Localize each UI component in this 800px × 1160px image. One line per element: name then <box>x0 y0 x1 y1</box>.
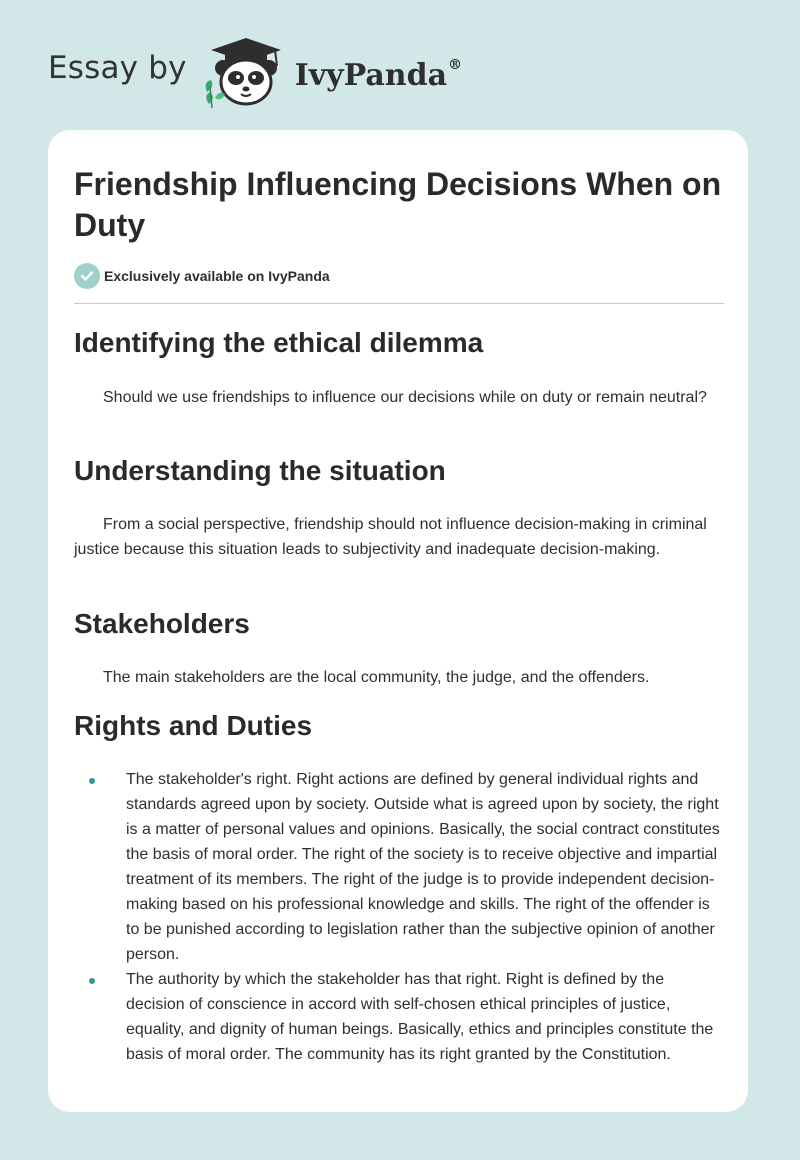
section-paragraph: From a social perspective, friendship should not influence decision-making in criminal justice because this situation leads to subjectivity and inadequate decision-making. <box>74 516 707 558</box>
site-header <box>48 36 462 110</box>
essay-card <box>48 130 748 1112</box>
section-heading: Stakeholders <box>74 608 250 639</box>
bullet-icon <box>89 978 95 984</box>
section-heading: Rights and Duties <box>74 710 313 741</box>
bullet-icon <box>89 778 95 784</box>
page-title: Friendship Influencing Decisions When on Duty <box>74 166 722 243</box>
essay-by-label: Essay by <box>48 50 187 86</box>
rights-list <box>74 767 724 1067</box>
brand-name[interactable]: IvyPanda® <box>294 57 463 93</box>
section-heading: Identifying the ethical dilemma <box>74 327 484 358</box>
list-item: The authority by which the stakeholder has that right. Right is defined by the decision of conscience in accord with self-chosen ethical principles of justice, equality, and dignity of human beings. Basically, ethics and principles constitute the basis of moral order. The community has its right granted by the Constitution. <box>74 967 724 1067</box>
section-paragraph: The main stakeholders are the local community, the judge, and the offenders. <box>103 669 650 686</box>
panda-logo-icon[interactable] <box>201 36 291 110</box>
section-heading: Understanding the situation <box>74 455 446 486</box>
exclusive-badge <box>74 263 330 289</box>
list-item: The stakeholder's right. Right actions are defined by general individual rights and standards agreed upon by society. Outside what is agreed upon by society, the right is a matter of personal values and opinions. Basically, the social contract constitutes the basis of moral order. The right of the society is to receive objective and impartial treatment of its members. The right of the judge is to provide independent decision-making based on his professional knowledge and skills. The right of the offender is to be punished according to legislation rather than the subjective opinion of another person. <box>74 767 724 967</box>
section-paragraph: Should we use friendships to influence our decisions while on duty or remain neutral? <box>103 389 707 406</box>
badge-text: Exclusively available on IvyPanda <box>104 268 330 284</box>
divider <box>74 303 724 304</box>
check-icon <box>74 263 100 289</box>
